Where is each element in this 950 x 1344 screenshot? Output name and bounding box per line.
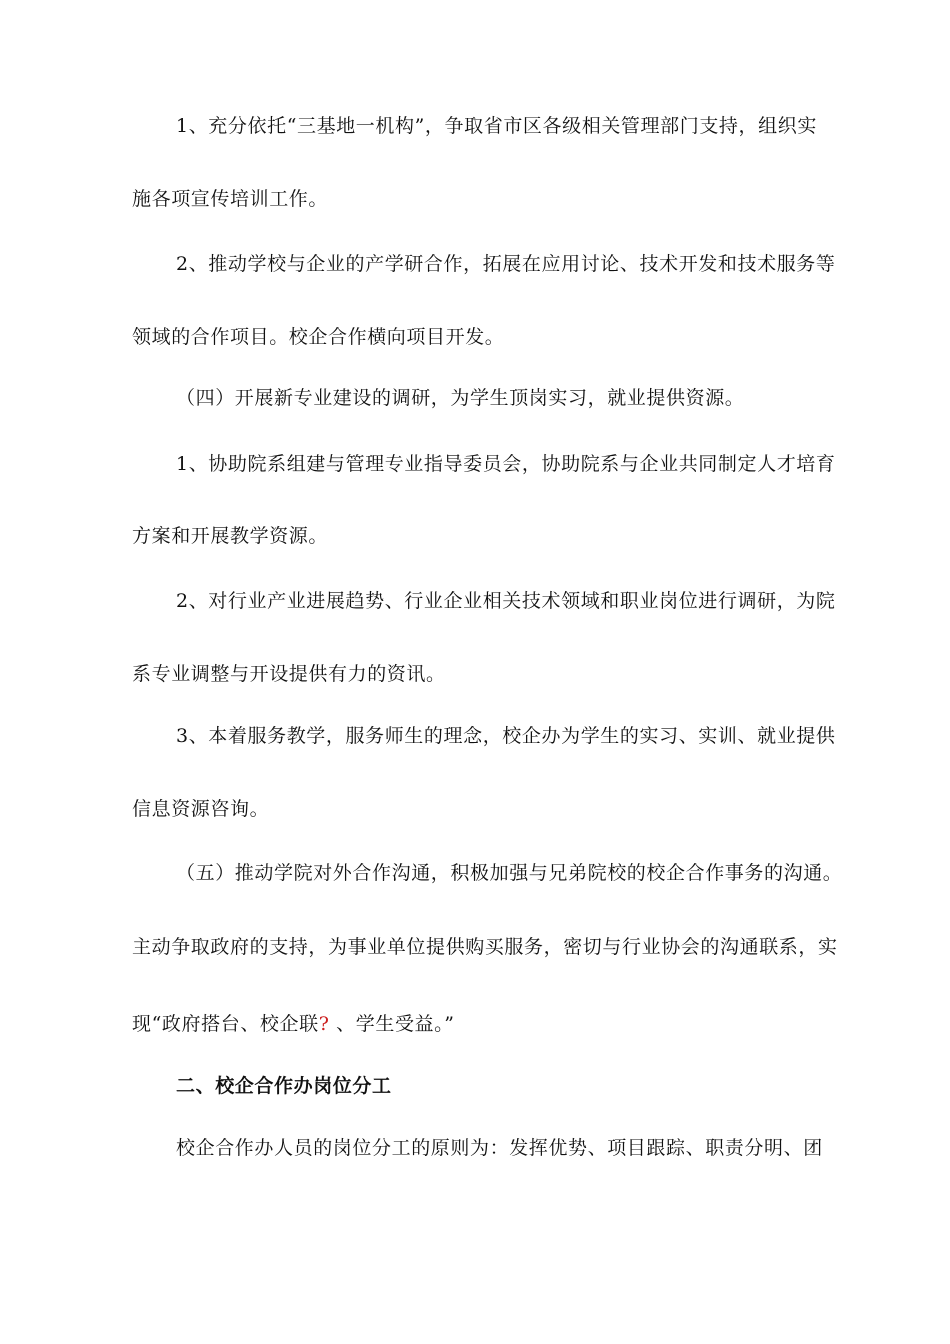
missing-glyph-mark: ? xyxy=(318,1013,330,1035)
paragraph-line-12 xyxy=(132,1012,455,1036)
line-text-after: 、学生受益。” xyxy=(329,1013,455,1035)
paragraph-line-4: 领域的合作项目。校企合作横向项目开发。 xyxy=(132,326,505,348)
paragraph-line-9: 3、本着服务教学，服务师生的理念，校企办为学生的实习、实训、就业提供 xyxy=(176,725,836,747)
paragraph-line-7: 2、对行业产业进展趋势、行业企业相关技术领域和职业岗位进行调研，为院 xyxy=(176,590,836,612)
paragraph-line-13: 校企合作办人员的岗位分工的原则为：发挥优势、项目跟踪、职责分明、团 xyxy=(176,1137,823,1159)
paragraph-line-5: 1、协助院系组建与管理专业指导委员会，协助院系与企业共同制定人才培育 xyxy=(176,453,836,475)
paragraph-line-1: 1、充分依托“三基地一机构”，争取省市区各级相关管理部门支持，组织实 xyxy=(176,115,817,137)
paragraph-line-8: 系专业调整与开设提供有力的资讯。 xyxy=(132,663,446,685)
line-text-before: 现“政府搭台、校企联 xyxy=(132,1013,319,1035)
chapter-heading-two: 二、校企合作办岗位分工 xyxy=(176,1075,392,1097)
section-heading-four: （四）开展新专业建设的调研，为学生顶岗实习，就业提供资源。 xyxy=(176,387,745,409)
paragraph-line-3: 2、推动学校与企业的产学研合作，拓展在应用讨论、技术开发和技术服务等 xyxy=(176,253,836,275)
paragraph-line-11: 主动争取政府的支持，为事业单位提供购买服务，密切与行业协会的沟通联系，实 xyxy=(132,936,838,958)
section-heading-five: （五）推动学院对外合作沟通，积极加强与兄弟院校的校企合作事务的沟通。 xyxy=(176,862,843,884)
paragraph-line-10: 信息资源咨询。 xyxy=(132,798,270,820)
paragraph-line-2: 施各项宣传培训工作。 xyxy=(132,188,329,210)
paragraph-line-6: 方案和开展教学资源。 xyxy=(132,525,329,547)
